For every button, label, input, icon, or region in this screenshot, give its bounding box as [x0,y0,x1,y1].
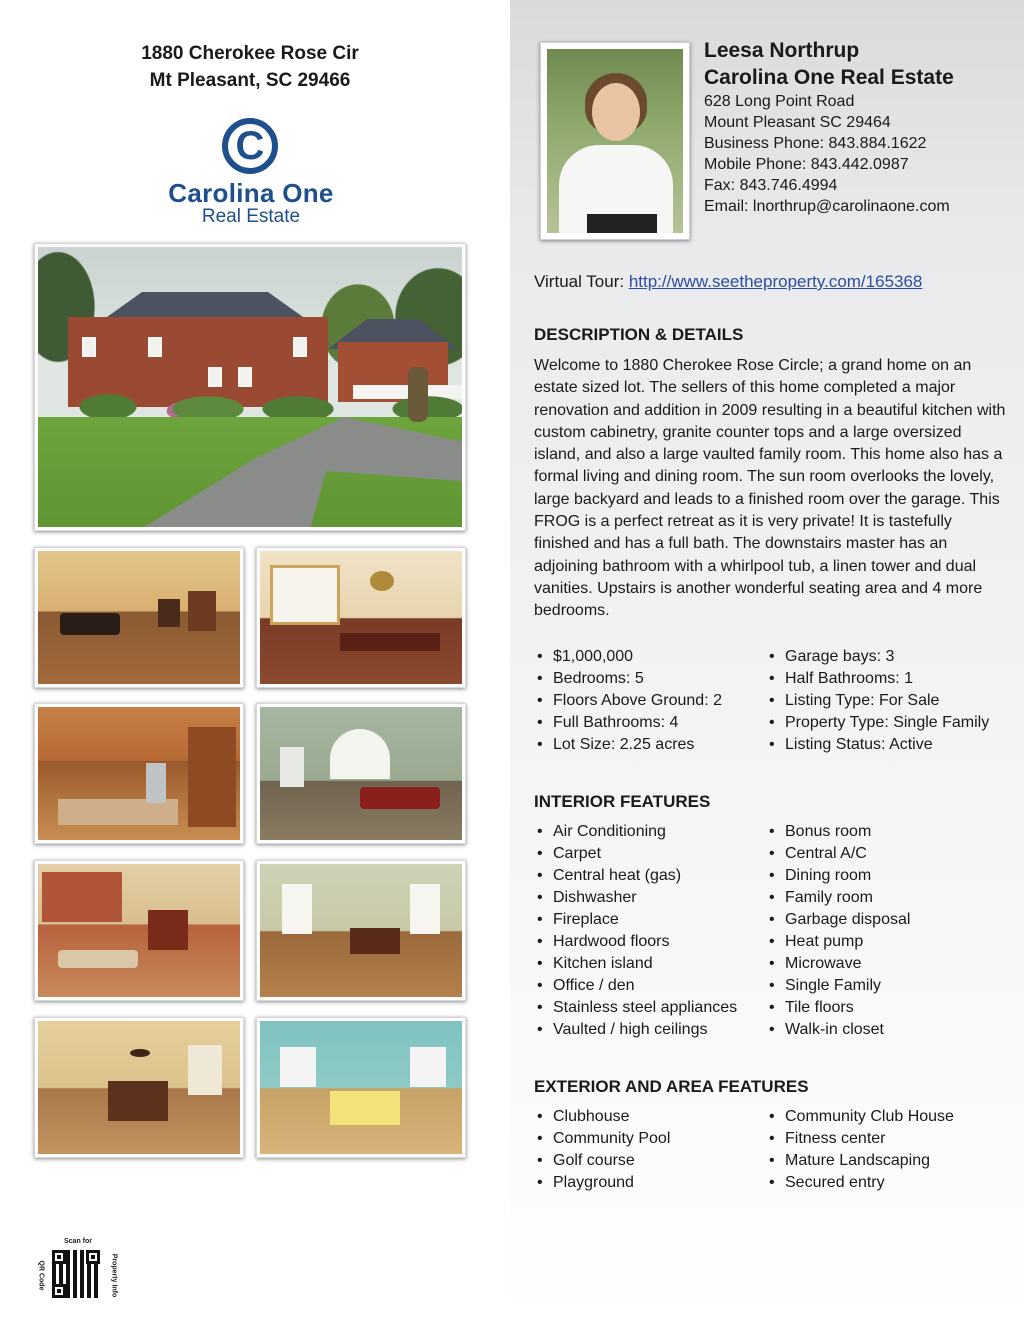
qr-finder-icon [52,1250,66,1264]
list-item: • Dining room [766,865,910,887]
main-house-photo[interactable] [34,243,466,531]
copyright-c-icon: C [222,118,278,174]
list-item: • Mature Landscaping [766,1150,954,1172]
agent-address-2: Mount Pleasant SC 29464 [704,114,891,131]
agent-fax: Fax: 843.746.4994 [704,177,838,194]
list-item: • Walk-in closet [766,1019,910,1041]
virtual-tour-link[interactable]: http://www.seetheproperty.com/165368 [628,272,923,291]
exterior-list-right [766,1106,954,1194]
photo-living-room[interactable] [34,547,244,688]
virtual-tour-label: Virtual Tour: [534,272,629,291]
list-item: • Hardwood floors [534,931,737,953]
agent-mobile-phone: Mobile Phone: 843.442.0987 [704,156,909,173]
list-item: • Listing Type: For Sale [766,690,989,712]
logo-subtitle: Real Estate [201,206,301,227]
photo-family-room[interactable] [256,703,466,844]
agent-business-phone: Business Phone: 843.884.1622 [704,135,927,152]
virtual-tour [534,272,922,292]
list-item: • Property Type: Single Family [766,712,989,734]
agent-email: Email: lnorthrup@carolinaone.com [704,198,950,215]
list-item: • Central heat (gas) [534,865,737,887]
qr-top-label: Scan for [64,1238,93,1245]
list-item: • Carpet [534,843,737,865]
details-list-left [534,646,722,756]
list-item: • Secured entry [766,1172,954,1194]
qr-code[interactable] [37,1238,118,1310]
list-item: • $1,000,000 [534,646,722,668]
list-item: • Office / den [534,975,737,997]
agent-name: Leesa Northrup [704,39,860,62]
photo-office[interactable] [256,860,466,1001]
exterior-list-left [534,1106,670,1194]
list-item: • Lot Size: 2.25 acres [534,734,722,756]
list-item: • Clubhouse [534,1106,670,1128]
qr-left-label: QR Code [37,1260,45,1291]
list-item: • Stainless steel appliances [534,997,737,1019]
list-item: • Garage bays: 3 [766,646,989,668]
list-item: • Heat pump [766,931,910,953]
interior-list-right [766,821,910,1041]
list-item: • Community Pool [534,1128,670,1150]
list-item: • Single Family [766,975,910,997]
list-item: • Bonus room [766,821,910,843]
list-item: • Community Club House [766,1106,954,1128]
list-item: • Half Bathrooms: 1 [766,668,989,690]
list-item: • Dishwasher [534,887,737,909]
agent-photo [540,42,690,240]
description-heading: DESCRIPTION & DETAILS [534,325,744,344]
address-line-2: Mt Pleasant, SC 29466 [149,70,351,91]
list-item: • Fireplace [534,909,737,931]
list-item: • Central A/C [766,843,910,865]
list-item: • Microwave [766,953,910,975]
address-line-1: 1880 Cherokee Rose Cir [141,43,359,64]
qr-right-label: Property Info [110,1253,118,1298]
list-item: • Tile floors [766,997,910,1019]
agent-contact-block [704,91,950,217]
photo-kitchen[interactable] [34,703,244,844]
photo-bonus-room[interactable] [34,860,244,1001]
list-item: • Playground [534,1172,670,1194]
interior-list-left [534,821,737,1041]
list-item: • Full Bathrooms: 4 [534,712,722,734]
logo-name: Carolina One [168,178,334,208]
list-item: • Air Conditioning [534,821,737,843]
photo-dining-room[interactable] [256,547,466,688]
qr-finder-icon [86,1250,100,1264]
property-address [0,40,500,94]
agent-address-1: 628 Long Point Road [704,93,855,110]
details-list-right [766,646,989,756]
list-item: • Garbage disposal [766,909,910,931]
list-item: • Family room [766,887,910,909]
interior-heading: INTERIOR FEATURES [534,792,711,811]
list-item: • Golf course [534,1150,670,1172]
qr-finder-icon [52,1284,66,1298]
exterior-heading: EXTERIOR AND AREA FEATURES [534,1077,809,1096]
brokerage-logo [152,110,350,236]
list-item: • Floors Above Ground: 2 [534,690,722,712]
photo-guest-bedroom[interactable] [256,1017,466,1158]
description-text: Welcome to 1880 Cherokee Rose Circle; a grand home on an estate sized lot. The sellers of this home completed a major renovation and addition in 2009 resulting in a beautiful kitchen with custom cabinetry, granite counter tops and a large oversized island, and also a large vaulted family room. This home also has a formal living and dining room. The sun room overlooks the lovely, large backyard and leads to a finished room over the garage. This FROG is a perfect retreat as it is very private! It is tastefully finished and has a full bath. The downstairs master has an adjoining bathroom with a whirlpool tub, a linen tower and dual vanities. Upstairs is another wonderful seating area and 4 more bedrooms. [534,357,1006,620]
list-item: • Listing Status: Active [766,734,989,756]
list-item: • Bedrooms: 5 [534,668,722,690]
list-item: • Vaulted / high ceilings [534,1019,737,1041]
photo-master-bedroom[interactable] [34,1017,244,1158]
list-item: • Kitchen island [534,953,737,975]
list-item: • Fitness center [766,1128,954,1150]
agent-company: Carolina One Real Estate [704,66,954,89]
